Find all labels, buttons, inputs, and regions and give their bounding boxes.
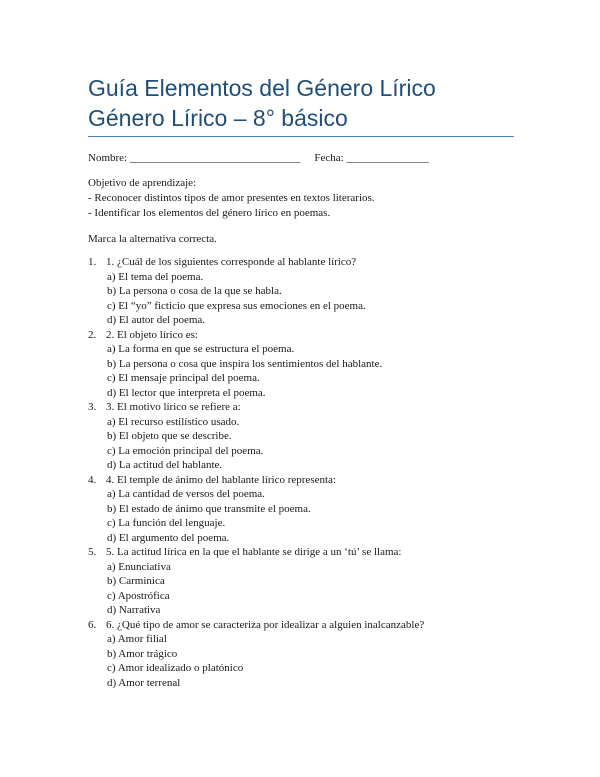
- answer-option: a) El tema del poema.: [107, 270, 204, 283]
- question-number: 4.: [88, 473, 97, 486]
- question-number: 6.: [88, 618, 97, 631]
- question-6: [88, 618, 425, 691]
- question-text: 2. El objeto lírico es:: [106, 328, 198, 341]
- question-1: [88, 255, 382, 328]
- answer-option: b) El estado de ánimo que transmite el poema.: [107, 502, 311, 515]
- question-list: [88, 255, 425, 690]
- question-3: [88, 400, 382, 473]
- question-stem: [88, 255, 382, 270]
- question-stem: [88, 400, 382, 415]
- answer-option: d) El argumento del poema.: [107, 531, 230, 544]
- question-text: 6. ¿Qué tipo de amor se caracteriza por idealizar a alguien inalcanzable?: [106, 618, 425, 631]
- answer-option: d) Narrativa: [107, 604, 161, 616]
- question-number: 2.: [88, 328, 97, 341]
- question-number: 5.: [88, 546, 97, 558]
- title-line-1: Guía Elementos del Género Lírico: [88, 75, 436, 101]
- answer-option: a) Enunciativa: [107, 560, 171, 573]
- answer-option: a) El recurso estilístico usado.: [107, 415, 240, 428]
- question-stem: [88, 618, 425, 633]
- answer-option: a) Amor filial: [107, 633, 167, 645]
- objective-item: - Reconocer distintos tipos de amor presentes en textos literarios.: [88, 192, 375, 204]
- name-field: Nombre: _______________________________: [88, 152, 301, 164]
- learning-objective: [88, 176, 375, 221]
- student-fields: [88, 151, 429, 165]
- question-stem: [88, 473, 382, 488]
- answer-option: c) El “yo” ficticio que expresa sus emociones en el poema.: [107, 299, 366, 312]
- answer-option: a) La cantidad de versos del poema.: [107, 488, 265, 500]
- question-text: 5. La actitud lírica en la que el hablante se dirige a un ‘tú’ se llama:: [106, 546, 402, 558]
- question-text: 3. El motivo lírico se refiere a:: [106, 401, 241, 413]
- answer-option: d) La actitud del hablante.: [107, 459, 223, 471]
- question-4: [88, 473, 382, 546]
- question-stem: [88, 328, 382, 343]
- objective-heading: Objetivo de aprendizaje:: [88, 177, 197, 189]
- question-text: 1. ¿Cuál de los siguientes corresponde al hablante lírico?: [106, 256, 357, 268]
- question-number: 1.: [88, 256, 97, 268]
- answer-option: b) Amor trágico: [107, 647, 178, 660]
- title-underline: [88, 136, 514, 137]
- question-5: [88, 545, 402, 618]
- answer-option: b) La persona o cosa que inspira los sentimientos del hablante.: [107, 357, 383, 370]
- answer-option: c) La emoción principal del poema.: [107, 444, 264, 457]
- question-text: 4. El temple de ánimo del hablante lírico representa:: [106, 473, 336, 486]
- question-2: [88, 328, 382, 401]
- question-stem: [88, 545, 402, 560]
- answer-option: d) Amor terrenal: [107, 676, 181, 689]
- date-field: Fecha: _______________: [314, 152, 429, 164]
- answer-option: b) La persona o cosa de la que se habla.: [107, 285, 282, 297]
- answer-option: c) Amor idealizado o platónico: [107, 662, 244, 674]
- answer-option: c) La función del lenguaje.: [107, 517, 226, 529]
- answer-option: c) Apostrófica: [107, 589, 170, 602]
- answer-option: d) El lector que interpreta el poema.: [107, 386, 266, 399]
- answer-option: c) El mensaje principal del poema.: [107, 372, 260, 384]
- answer-option: b) El objeto que se describe.: [107, 430, 232, 442]
- objective-item: - Identificar los elementos del género lírico en poemas.: [88, 207, 331, 219]
- answer-option: a) La forma en que se estructura el poema.: [107, 343, 295, 355]
- answer-option: b) Carminica: [107, 575, 165, 587]
- title-line-2: Género Lírico – 8° básico: [88, 105, 348, 131]
- answer-option: d) El autor del poema.: [107, 314, 206, 326]
- question-number: 3.: [88, 401, 97, 413]
- instruction-text: Marca la alternativa correcta.: [88, 233, 217, 245]
